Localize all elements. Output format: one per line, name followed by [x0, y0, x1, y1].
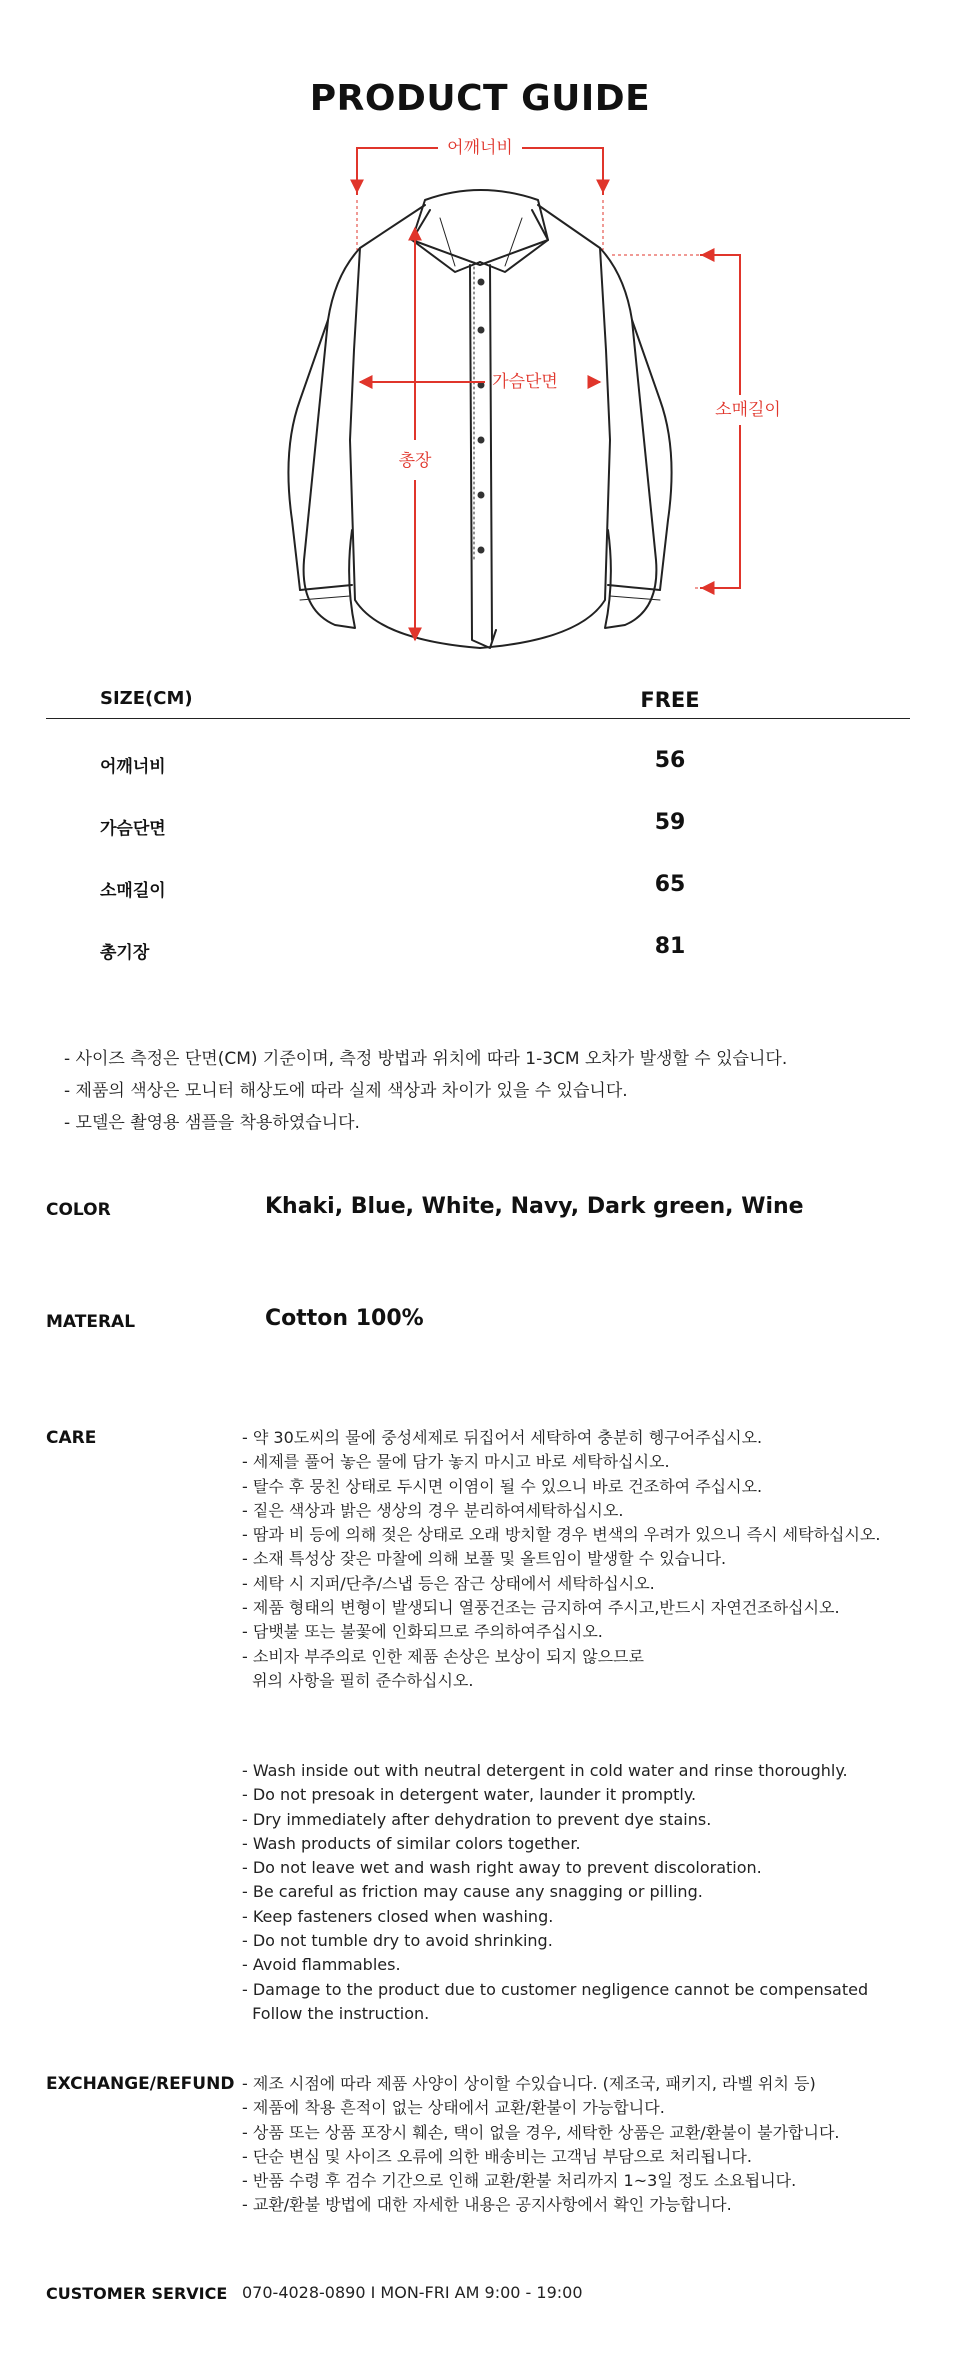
sleeve-measure: [612, 255, 740, 588]
size-table-header-label: SIZE(CM): [100, 688, 193, 709]
care-item: - Do not presoak in detergent water, launder it promptly.: [242, 1785, 697, 1805]
care-item: - 제품 형태의 변형이 발생되니 열풍건조는 금지하여 주시고,반드시 자연건조하십시오.: [242, 1598, 840, 1618]
care-label: CARE: [46, 1428, 97, 1448]
care-item: - Be careful as friction may cause any snagging or pilling.: [242, 1882, 703, 1902]
size-row-label: 소매길이: [100, 881, 166, 901]
note-item: - 모델은 촬영용 샘플을 착용하였습니다.: [64, 1113, 360, 1133]
customer-service-value: 070-4028-0890 I MON-FRI AM 9:00 - 19:00: [242, 2283, 583, 2302]
size-row-value: 81: [654, 934, 686, 959]
exchange-list: [242, 2072, 840, 2218]
shoulder-measure: [357, 148, 603, 250]
size-row-label: 어깨너비: [100, 757, 166, 777]
page-title: PRODUCT GUIDE: [309, 78, 651, 119]
care-item: 위의 사항을 필히 준수하십시오.: [242, 1670, 474, 1690]
length-label: 총장: [398, 451, 432, 471]
care-item: - Do not tumble dry to avoid shrinking.: [242, 1931, 553, 1951]
size-row-label: 총기장: [100, 943, 150, 963]
exchange-label: EXCHANGE/REFUND: [46, 2074, 235, 2094]
care-korean-list: [242, 1426, 880, 1693]
care-item: - 소재 특성상 잦은 마찰에 의해 보풀 및 올트임이 발생할 수 있습니다.: [242, 1549, 727, 1569]
care-item: - Wash products of similar colors together.: [242, 1833, 581, 1853]
size-row-value: 59: [654, 810, 686, 835]
care-english-list: [242, 1759, 868, 2026]
care-item: - Damage to the product due to customer negligence cannot be compensated: [242, 1979, 869, 1999]
care-item: - Avoid flammables.: [242, 1955, 401, 1975]
shirt-outline: [288, 190, 671, 648]
care-item: Follow the instruction.: [242, 2003, 430, 2023]
note-item: - 사이즈 측정은 단면(CM) 기준이며, 측정 방법과 위치에 따라 1-3CM 오차가 발생할 수 있습니다.: [64, 1049, 788, 1069]
size-table-divider: [46, 718, 910, 719]
material-label: MATERAL: [46, 1312, 136, 1332]
care-item: - 땀과 비 등에 의해 젖은 상태로 오래 방치할 경우 변색의 우려가 있으니 즉시 세탁하십시오.: [242, 1525, 881, 1545]
exchange-item: - 교환/환불 방법에 대한 자세한 내용은 공지사항에서 확인 가능합니다.: [242, 2195, 732, 2215]
sleeve-label: 소매길이: [715, 400, 781, 420]
care-item: - 세탁 시 지퍼/단추/스냅 등은 잠근 상태에서 세탁하십시오.: [242, 1573, 655, 1593]
shoulder-label: 어깨너비: [447, 138, 513, 158]
color-value: Khaki, Blue, White, Navy, Dark green, Wine: [265, 1194, 804, 1219]
exchange-item: - 상품 또는 상품 포장시 훼손, 택이 없을 경우, 세탁한 상품은 교환/환불이 불가합니다.: [242, 2122, 840, 2142]
shirt-measurement-diagram: [0, 120, 960, 680]
care-item: - Dry immediately after dehydration to prevent dye stains.: [242, 1809, 712, 1829]
material-value: Cotton 100%: [265, 1306, 424, 1331]
care-item: - 짙은 색상과 밝은 생상의 경우 분리하여세탁하십시오.: [242, 1500, 624, 1520]
care-item: - 약 30도씨의 물에 중성세제로 뒤집어서 세탁하여 충분히 헹구어주십시오.: [242, 1428, 763, 1447]
customer-service-label: CUSTOMER SERVICE: [46, 2284, 228, 2303]
care-item: - Keep fasteners closed when washing.: [242, 1906, 554, 1926]
care-item: - 담뱃불 또는 불꽃에 인화되므로 주의하여주십시오.: [242, 1622, 603, 1642]
care-item: - Wash inside out with neutral detergent in cold water and rinse thoroughly.: [242, 1761, 848, 1780]
care-item: - 탈수 후 뭉친 상태로 두시면 이염이 될 수 있으니 바로 건조하여 주십시오.: [242, 1476, 763, 1496]
exchange-item: - 단순 변심 및 사이즈 오류에 의한 배송비는 고객님 부담으로 처리됩니다.: [242, 2146, 752, 2166]
chest-label: 가슴단면: [492, 372, 558, 392]
care-item: - Do not leave wet and wash right away to prevent discoloration.: [242, 1858, 762, 1878]
note-item: - 제품의 색상은 모니터 해상도에 따라 실제 색상과 차이가 있을 수 있습니다.: [64, 1081, 628, 1101]
size-row-value: 65: [654, 872, 686, 897]
size-notes: [64, 1043, 787, 1139]
size-table-header-value: FREE: [640, 688, 700, 712]
color-label: COLOR: [46, 1200, 111, 1220]
size-row-value: 56: [654, 748, 686, 773]
exchange-item: - 제조 시점에 따라 제품 사양이 상이할 수있습니다. (제조국, 패키지, 라벨 위치 등): [242, 2074, 816, 2093]
shirt-buttons: [478, 279, 485, 554]
exchange-item: - 반품 수령 후 검수 기간으로 인해 교환/환불 처리까지 1~3일 정도 소요됩니다.: [242, 2171, 797, 2191]
care-item: - 소비자 부주의로 인한 제품 손상은 보상이 되지 않으므로: [242, 1646, 644, 1666]
exchange-item: - 제품에 착용 흔적이 없는 상태에서 교환/환불이 가능합니다.: [242, 2098, 665, 2118]
size-row-label: 가슴단면: [100, 819, 166, 839]
care-item: - 세제를 풀어 놓은 물에 담가 놓지 마시고 바로 세탁하십시오.: [242, 1452, 670, 1472]
